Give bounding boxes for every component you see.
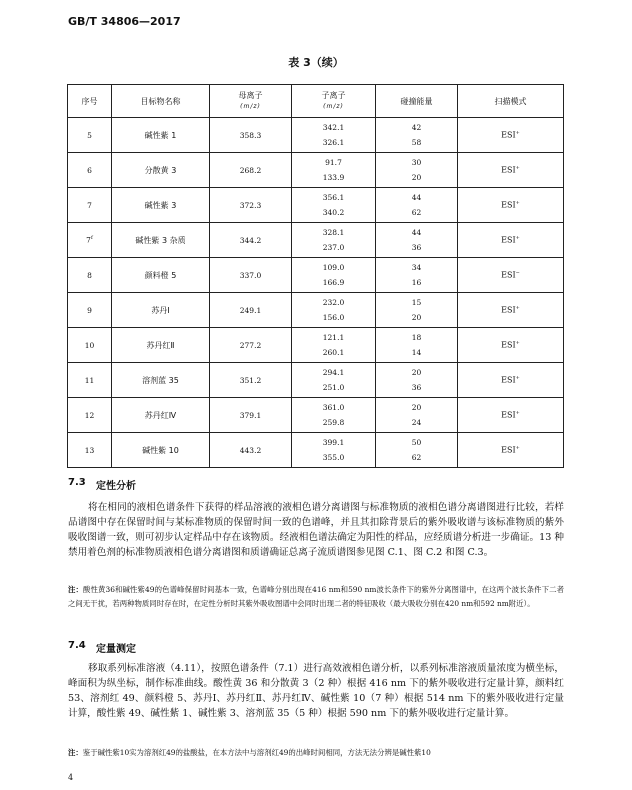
scan-mode-value: ESI: [501, 200, 516, 210]
note-label: 注：: [68, 748, 83, 757]
cell-scan-mode: [458, 433, 564, 468]
cell-collision-energies: [376, 153, 458, 188]
collision-energy-2: 36: [411, 242, 422, 252]
collision-energy-2: 36: [411, 382, 422, 392]
scan-mode-polarity: +: [515, 235, 520, 242]
product-ion-1: 399.1: [322, 437, 345, 447]
cell-parent-ion: 268.2: [210, 153, 292, 188]
cell-target-name: 苏丹红Ⅱ: [112, 328, 210, 363]
cell-parent-ion: 344.2: [210, 223, 292, 258]
cell-seq: [68, 118, 112, 153]
cell-product-ions: [292, 363, 376, 398]
seq-superscript: f: [90, 235, 93, 242]
product-ion-1: 121.1: [322, 332, 345, 342]
scan-mode-value: ESI: [501, 165, 516, 175]
header-product-ion-label: 子离子: [321, 91, 346, 100]
seq-value: 12: [84, 410, 95, 420]
table-row: [68, 433, 564, 468]
cell-seq: [68, 433, 112, 468]
note-text: 鉴于碱性紫10实为溶剂红49的盐酸盐，在本方法中与溶剂红49的出峰时间相同，方法无法分辨是碱性紫10: [82, 748, 431, 757]
lcms-parameters-table: [67, 84, 564, 468]
product-ion-2: 251.0: [322, 382, 345, 392]
header-target-name: 目标物名称: [112, 85, 210, 118]
cell-seq: [68, 293, 112, 328]
cell-parent-ion: 351.2: [210, 363, 292, 398]
scan-mode-value: ESI: [501, 375, 516, 385]
header-parent-ion: [210, 85, 292, 118]
cell-collision-energies: [376, 258, 458, 293]
cell-scan-mode: [458, 363, 564, 398]
scan-mode-polarity: +: [515, 130, 520, 137]
seq-value: 11: [84, 375, 95, 385]
collision-energy-1: 20: [411, 402, 422, 412]
cell-seq: [68, 223, 112, 258]
collision-energy-1: 30: [411, 157, 422, 167]
section-7-4-note: [68, 746, 564, 760]
cell-parent-ion: 372.3: [210, 188, 292, 223]
cell-parent-ion: 443.2: [210, 433, 292, 468]
seq-value: 7: [87, 200, 92, 210]
cell-product-ions: [292, 293, 376, 328]
header-product-ion-unit: (m/z): [323, 103, 344, 110]
header-parent-ion-label: 母离子: [238, 91, 263, 100]
product-ion-2: 133.9: [322, 172, 345, 182]
product-ion-2: 340.2: [322, 207, 345, 217]
cell-collision-energies: [376, 433, 458, 468]
cell-parent-ion: 337.0: [210, 258, 292, 293]
scan-mode-polarity: +: [515, 305, 520, 312]
section-7-3-title: 定性分析: [96, 481, 136, 492]
cell-collision-energies: [376, 363, 458, 398]
section-7-3-number: 7.3: [68, 477, 86, 488]
scan-mode-value: ESI: [501, 305, 516, 315]
standard-header: GB/T 34806—2017: [68, 15, 181, 28]
scan-mode-polarity: −: [515, 270, 520, 277]
product-ion-1: 91.7: [325, 157, 342, 167]
product-ion-1: 232.0: [322, 297, 345, 307]
collision-energy-2: 14: [411, 347, 422, 357]
cell-product-ions: [292, 153, 376, 188]
product-ion-2: 166.9: [322, 277, 345, 287]
product-ion-2: 237.0: [322, 242, 345, 252]
collision-energy-1: 42: [411, 122, 422, 132]
cell-target-name: 苏丹红Ⅳ: [112, 398, 210, 433]
table-row: [68, 153, 564, 188]
cell-parent-ion: 358.3: [210, 118, 292, 153]
collision-energy-2: 58: [411, 137, 422, 147]
cell-parent-ion: 379.1: [210, 398, 292, 433]
cell-parent-ion: 277.2: [210, 328, 292, 363]
collision-energy-1: 44: [411, 227, 422, 237]
table-row: [68, 258, 564, 293]
cell-target-name: 颜料橙 5: [112, 258, 210, 293]
scan-mode-polarity: +: [515, 445, 520, 452]
collision-energy-1: 18: [411, 332, 422, 342]
product-ion-1: 361.0: [322, 402, 345, 412]
header-product-ion: [292, 85, 376, 118]
cell-parent-ion: 249.1: [210, 293, 292, 328]
header-collision-energy: 碰撞能量: [376, 85, 458, 118]
header-seq: 序号: [68, 85, 112, 118]
cell-target-name: 碱性紫 1: [112, 118, 210, 153]
header-parent-ion-unit: (m/z): [240, 103, 261, 110]
cell-seq: [68, 398, 112, 433]
collision-energy-2: 62: [411, 207, 422, 217]
cell-collision-energies: [376, 328, 458, 363]
seq-value: 10: [84, 340, 95, 350]
table-row: [68, 293, 564, 328]
section-7-4-title: 定量测定: [96, 644, 136, 655]
scan-mode-polarity: +: [515, 200, 520, 207]
section-7-4-number: 7.4: [68, 640, 86, 651]
collision-energy-1: 20: [411, 367, 422, 377]
product-ion-2: 355.0: [322, 452, 345, 462]
collision-energy-1: 34: [411, 262, 422, 272]
cell-seq: [68, 363, 112, 398]
cell-scan-mode: [458, 188, 564, 223]
cell-target-name: 碱性紫 3 杂质: [112, 223, 210, 258]
table-row: [68, 328, 564, 363]
cell-scan-mode: [458, 223, 564, 258]
cell-product-ions: [292, 188, 376, 223]
product-ion-2: 326.1: [322, 137, 345, 147]
table-row: [68, 398, 564, 433]
table-header-row: [68, 85, 564, 118]
table-row: [68, 223, 564, 258]
cell-scan-mode: [458, 328, 564, 363]
cell-product-ions: [292, 398, 376, 433]
scan-mode-value: ESI: [501, 270, 516, 280]
cell-product-ions: [292, 223, 376, 258]
cell-collision-energies: [376, 293, 458, 328]
product-ion-1: 109.0: [322, 262, 345, 272]
scan-mode-polarity: +: [515, 375, 520, 382]
cell-target-name: 分散黄 3: [112, 153, 210, 188]
cell-scan-mode: [458, 118, 564, 153]
seq-value: 13: [84, 445, 95, 455]
seq-value: 7: [86, 235, 91, 245]
seq-value: 5: [87, 130, 92, 140]
scan-mode-value: ESI: [501, 235, 516, 245]
cell-seq: [68, 328, 112, 363]
cell-scan-mode: [458, 258, 564, 293]
cell-scan-mode: [458, 293, 564, 328]
scan-mode-polarity: +: [515, 165, 520, 172]
product-ion-1: 294.1: [322, 367, 345, 377]
table-row: [68, 188, 564, 223]
product-ion-2: 259.8: [322, 417, 345, 427]
product-ion-1: 342.1: [322, 122, 345, 132]
cell-scan-mode: [458, 398, 564, 433]
note-label: 注：: [68, 585, 84, 594]
section-7-4-body: 移取系列标准溶液（4.11），按照色谱条件（7.1）进行高效液相色谱分析，以系列标准溶液质量浓度为横坐标，峰面积为纵坐标，制作标准曲线。酸性黄 36 和分散黄 3（2 种）根据 416 nm 下的紫外吸收进行定量计算，颜料红 53、溶剂红 49、颜料橙 5、苏丹Ⅰ、苏丹红Ⅱ、苏丹红Ⅳ、碱性紫 10（7 种）根据 514 nm 下的紫外吸收进行定量计算，酸性紫 49、碱性紫 1、碱性紫 3、溶剂蓝 35（5 种）根据 590 nm 下的紫外吸收进行定量计算。: [68, 663, 564, 719]
table-row: [68, 118, 564, 153]
collision-energy-1: 44: [411, 192, 422, 202]
cell-collision-energies: [376, 188, 458, 223]
cell-target-name: 碱性紫 10: [112, 433, 210, 468]
collision-energy-2: 62: [411, 452, 422, 462]
product-ion-2: 260.1: [322, 347, 345, 357]
cell-seq: [68, 188, 112, 223]
cell-target-name: 溶剂蓝 35: [112, 363, 210, 398]
collision-energy-1: 50: [411, 437, 422, 447]
cell-product-ions: [292, 118, 376, 153]
section-7-3-body: 将在相同的液相色谱条件下获得的样品溶液的液相色谱分离谱图与标准物质的液相色谱分离谱图进行比较，若样品谱图中存在保留时间与某标准物质的保留时间一致的色谱峰，并且其扣除背景后的紫外吸收谱与该标准物质的紫外吸收图谱一致，则可初步认定样品中存在该物质。经液相色谱法确定为阳性的样品，应经质谱分析进一步确证。13 种禁用着色剂的标准物质液相色谱分离谱图和质谱确证总离子流质谱图参见图 C.1、图 C.2 和图 C.3。: [68, 502, 564, 558]
cell-collision-energies: [376, 118, 458, 153]
seq-value: 6: [87, 165, 92, 175]
scan-mode-value: ESI: [501, 130, 516, 140]
cell-collision-energies: [376, 223, 458, 258]
collision-energy-1: 15: [411, 297, 422, 307]
page-number: 4: [68, 773, 74, 782]
product-ion-1: 328.1: [322, 227, 345, 237]
cell-seq: [68, 258, 112, 293]
table-caption: 表 3（续）: [288, 56, 344, 69]
cell-target-name: 碱性紫 3: [112, 188, 210, 223]
cell-scan-mode: [458, 153, 564, 188]
collision-energy-2: 24: [411, 417, 422, 427]
cell-seq: [68, 153, 112, 188]
section-7-3-note: [68, 583, 564, 611]
scan-mode-polarity: +: [515, 410, 520, 417]
header-scan-mode: 扫描模式: [458, 85, 564, 118]
scan-mode-value: ESI: [501, 410, 516, 420]
collision-energy-2: 20: [411, 172, 422, 182]
product-ion-1: 356.1: [322, 192, 345, 202]
cell-target-name: 苏丹Ⅰ: [112, 293, 210, 328]
cell-collision-energies: [376, 398, 458, 433]
cell-product-ions: [292, 328, 376, 363]
collision-energy-2: 20: [411, 312, 422, 322]
cell-product-ions: [292, 258, 376, 293]
scan-mode-value: ESI: [501, 340, 516, 350]
seq-value: 8: [87, 270, 92, 280]
product-ion-2: 156.0: [322, 312, 345, 322]
collision-energy-2: 16: [411, 277, 422, 287]
scan-mode-value: ESI: [501, 445, 516, 455]
table-row: [68, 363, 564, 398]
scan-mode-polarity: +: [515, 340, 520, 347]
seq-value: 9: [87, 305, 92, 315]
cell-product-ions: [292, 433, 376, 468]
note-text: 酸性黄36和碱性紫49的色谱峰保留时间基本一致，色谱峰分别出现在416 nm和590 nm波长条件下的紫外分离图谱中，在这两个波长条件下二者之间无干扰，若两种物质同时存在时，在定性分析时其紫外吸收图谱中会同时出现二者的特征吸收（最大吸收分别在420 nm和592 nm附近）。: [68, 585, 564, 608]
